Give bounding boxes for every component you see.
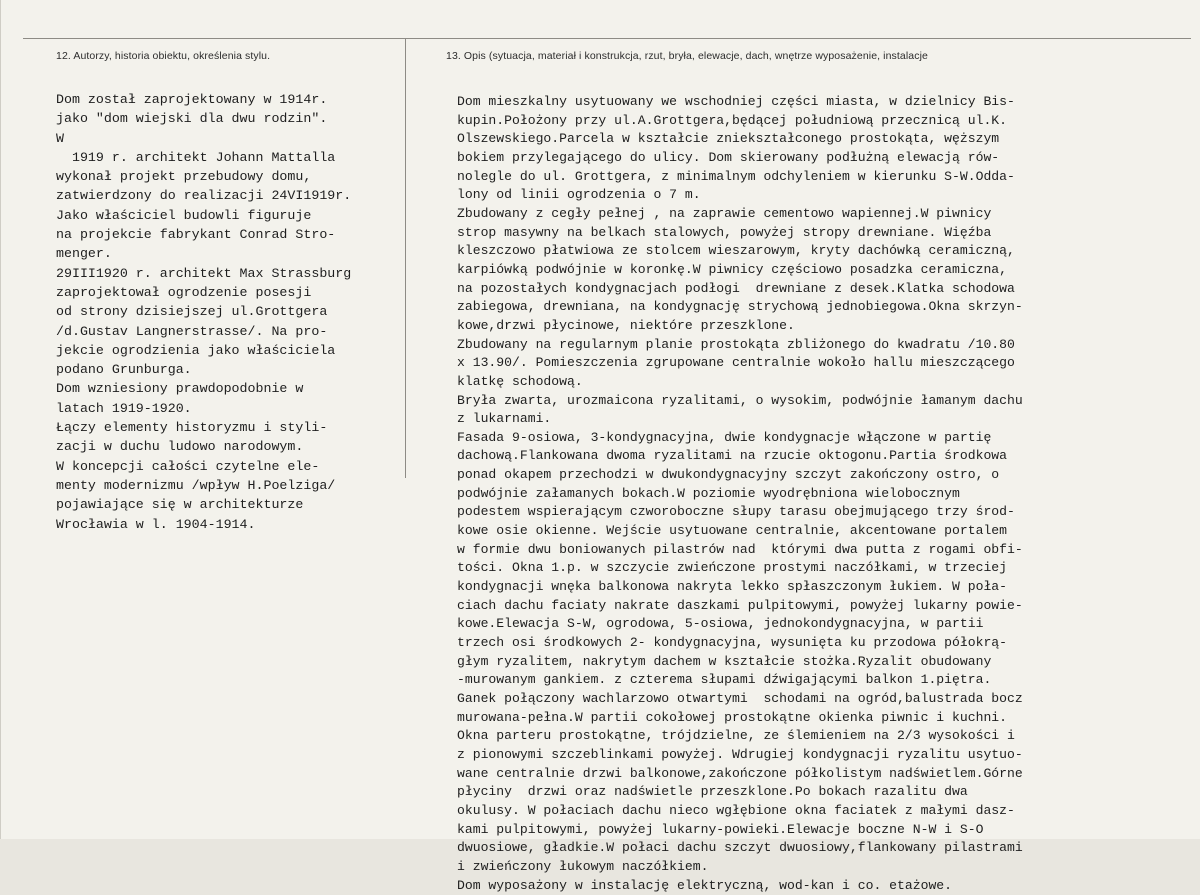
description-text-line: kowe.Elewacja S-W, ogrodowa, 5-osiowa, jednokondygnacyjna, w partii bbox=[457, 616, 984, 632]
history-text-line: Dom został zaprojektowany w 1914r. bbox=[56, 92, 328, 107]
description-text-line: Olszewskiego.Parcela w kształcie zniekształconego prostokąta, węższym bbox=[457, 131, 1000, 147]
description-text-line: i zwieńczony łukowym naczółkiem. bbox=[457, 858, 709, 874]
history-text-line: Łączy elementy historyzmu i styli- bbox=[56, 420, 328, 436]
history-text-line: jako "dom wiejski dla dwu rodzin". bbox=[56, 111, 328, 127]
history-text-line: menty modernizmu /wpływ H.Poelziga/ bbox=[56, 477, 336, 493]
description-text-line: wane centralnie drzwi balkonowe,zakończone półkolistym nadświetlem.Górne bbox=[457, 765, 1023, 781]
history-text-line: Jako właściciel budowli figuruje bbox=[56, 207, 312, 223]
description-text-line: głym ryzalitem, nakrytym dachem w kształcie stożka.Ryzalit obudowany bbox=[457, 653, 992, 669]
description-text-line: Fasada 9-osiowa, 3-kondygnacyjna, dwie kondygnacje włączone w partię bbox=[457, 429, 992, 445]
history-text-line: od strony dzisiejszej ul.Grottgera bbox=[56, 304, 328, 320]
description-text-line: trzech osi środkowych 2- kondygnacyjna, wysunięta ku przodowa półokrą- bbox=[457, 635, 1008, 651]
history-text-line: na projekcie fabrykant Conrad Stro- bbox=[56, 227, 336, 243]
history-text-line: podano Grunburga. bbox=[56, 362, 192, 378]
description-text-line: podestem wspierającym czworoboczne słupy tarasu obejmującego trzy środ- bbox=[457, 504, 1015, 520]
description-text-line: dwuosiowe, gładkie.W połaci dachu szczyt dwuosiowy,flankowany pilastrami bbox=[457, 840, 1023, 856]
description-text-line: tości. Okna 1.p. w szczycie zwieńczone prostymi naczółkami, w trzeciej bbox=[457, 560, 1008, 576]
history-text-line: Dom wzniesiony prawdopodobnie w bbox=[56, 381, 304, 397]
description-text-line: nolegle do ul. Grottgera, z minimalnym odchyleniem w kierunku S-W.Odda- bbox=[457, 168, 1015, 184]
description-text-line: murowana-pełna.W partii cokołowej prostokątne okienka piwnic i kuchni. bbox=[457, 709, 1008, 725]
description-text-line: płyciny drzwi oraz nadświetle przeszklone.Po bokach razalitu dwa bbox=[457, 784, 968, 800]
history-text-column bbox=[56, 90, 351, 534]
description-text-column bbox=[457, 93, 1023, 895]
history-text-line: zatwierdzony do realizacji 24VI1919r. bbox=[56, 188, 352, 204]
description-text-line: Dom wyposażony w instalację elektryczną, wod-kan i co. etażowe. bbox=[457, 877, 953, 893]
history-text-line: 29III1920 r. architekt Max Strassburg bbox=[56, 265, 352, 281]
history-text-line: Wrocławia w l. 1904-1914. bbox=[56, 516, 256, 532]
description-text-line: kupin.Położony przy ul.A.Grottgera,będącej południową przecznicą ul.K. bbox=[457, 112, 1008, 128]
description-text-line: ponad okapem przechodzi w dwukondygnacyjny szczyt zakończony ostro, o bbox=[457, 467, 1000, 483]
description-text-line: bokiem przylegającego do ulicy. Dom skierowany podłużną elewacją rów- bbox=[457, 149, 1000, 165]
top-rule bbox=[23, 38, 1191, 39]
description-text-line: z pionowymi szczeblinkami powyżej. Wdrugiej kondygnacji ryzalitu usytuo- bbox=[457, 746, 1023, 762]
description-text-line: z lukarnami. bbox=[457, 411, 552, 427]
history-text-line: zacji w duchu ludowo narodowym. bbox=[56, 439, 304, 455]
history-text-line: jekcie ogrodzienia jako właściciela bbox=[56, 342, 336, 358]
history-text-line: W koncepcji całości czytelne ele- bbox=[56, 458, 320, 474]
description-text-line: Zbudowany na regularnym planie prostokąta zbliżonego do kwadratu /10.80 bbox=[457, 336, 1015, 352]
history-text-line: 1919 r. architekt Johann Mattalla bbox=[56, 149, 336, 165]
description-text-line: zabiegowa, drewniana, na kondygnację strychową jednobiegowa.Okna skrzyn- bbox=[457, 299, 1023, 315]
description-text-line: lony od linii ogrodzenia o 7 m. bbox=[457, 187, 701, 203]
description-text-line: kowe osie okienne. Wejście usytuowane centralnie, akcentowane portalem bbox=[457, 523, 1008, 539]
history-text-line: latach 1919-1920. bbox=[56, 400, 192, 416]
description-text-line: Okna parteru prostokątne, trójdzielne, ze ślemieniem na 2/3 wysokości i bbox=[457, 728, 1015, 744]
description-text-line: klatkę schodową. bbox=[457, 373, 583, 389]
description-text-line: okulusy. W połaciach dachu nieco wgłębione okna faciatek z małymi dasz- bbox=[457, 802, 1015, 818]
section-12-heading: 12. Autorzy, historia obiektu, określenia stylu. bbox=[56, 50, 271, 62]
description-text-line: kowe,drzwi płycinowe, niektóre przeszklone. bbox=[457, 317, 795, 333]
description-text-line: na pozostałych kondygnacjach podłogi drewniane z desek.Klatka schodowa bbox=[457, 280, 1015, 296]
description-text-line: ciach dachu faciaty nakrate daszkami pulpitowymi, powyżej lukarny powie- bbox=[457, 597, 1023, 613]
history-text-line: wykonał projekt przebudowy domu, bbox=[56, 169, 312, 185]
description-text-line: Dom mieszkalny usytuowany we wschodniej części miasta, w dzielnicy Bis- bbox=[457, 94, 1015, 109]
description-text-line: kleszczowo płatwiowa ze stolcem wieszarowym, kryty dachówką ceramiczną, bbox=[457, 243, 1015, 259]
history-text-line: zaprojektował ogrodzenie posesji bbox=[56, 284, 312, 300]
description-text-line: kondygnacji wnęka balkonowa nakryta lekko spłaszczonym łukiem. W poła- bbox=[457, 579, 1008, 595]
history-text-line: W bbox=[56, 130, 64, 146]
description-text-line: Zbudowany z cegły pełnej , na zaprawie cementowo wapiennej.W piwnicy bbox=[457, 205, 992, 221]
description-text-line: karpiówką podwójnie w koronkę.W piwnicy częściowo posadzka ceramiczna, bbox=[457, 261, 1008, 277]
description-text-line: Bryła zwarta, urozmaicona ryzalitami, o wysokim, podwójnie łamanym dachu bbox=[457, 392, 1023, 408]
description-text-line: w formie dwu boniowanych pilastrów nad którymi dwa putta z rogami obfi- bbox=[457, 541, 1023, 557]
history-text-line: menger. bbox=[56, 246, 112, 262]
section-13-heading: 13. Opis (sytuacja, materiał i konstrukcja, rzut, bryła, elewacje, dach, wnętrze wyposażenie, instalacje bbox=[446, 50, 928, 62]
history-text-line: pojawiające się w architekturze bbox=[56, 497, 304, 513]
description-text-line: kami pulpitowymi, powyżej lukarny-powieki.Elewacje boczne N-W i S-O bbox=[457, 821, 984, 837]
description-text-line: x 13.90/. Pomieszczenia zgrupowane centralnie wokoło hallu mieszczącego bbox=[457, 355, 1015, 371]
description-text-line: strop masywny na belkach stalowych, powyżej stropy drewniane. Więźba bbox=[457, 224, 992, 240]
description-text-line: -murowanym gankiem. z czterema słupami dźwigającymi balkon 1.piętra. bbox=[457, 672, 992, 688]
history-text-line: /d.Gustav Langnerstrasse/. Na pro- bbox=[56, 323, 328, 339]
description-text-line: dachową.Flankowana dwoma ryzalitami na rzucie oktogonu.Partia środkowa bbox=[457, 448, 1008, 464]
description-text-line: podwójnie załamanych bokach.W poziomie wyodrębniona wielobocznym bbox=[457, 485, 960, 501]
column-divider bbox=[405, 38, 406, 478]
description-text-line: Ganek połączony wachlarzowo otwartymi schodami na ogród,balustrada bocz bbox=[457, 691, 1023, 706]
